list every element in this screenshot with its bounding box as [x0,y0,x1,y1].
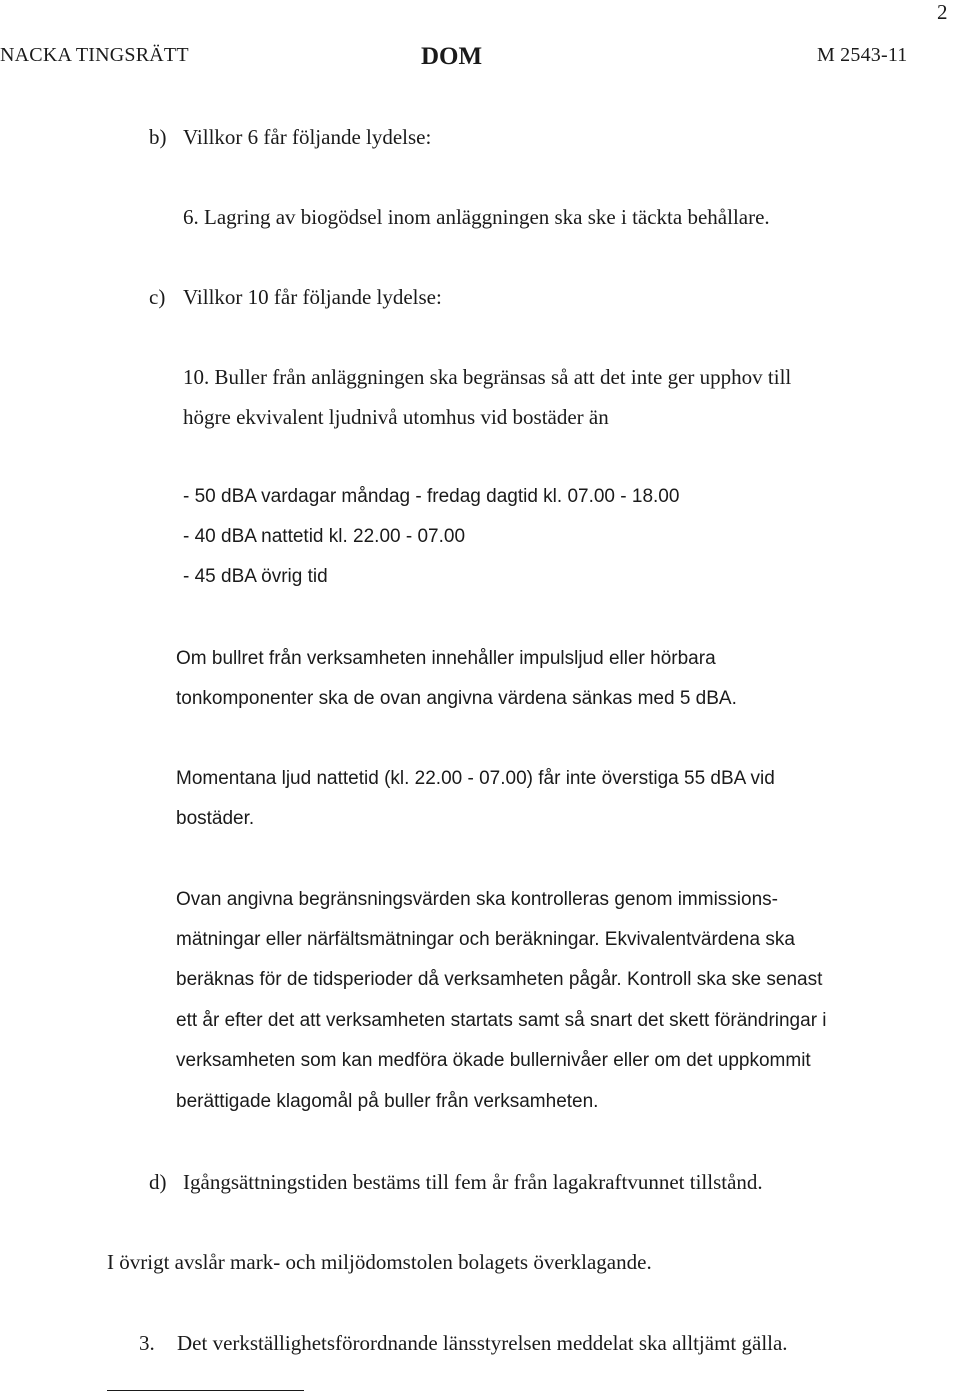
item-d-label: d) [149,1170,167,1194]
noise-limit: - 40 dBA nattetid kl. 22.00 - 07.00 [183,526,466,547]
control-paragraph-line: Ovan angivna begränsningsvärden ska kontrolleras genom immissions- [176,889,778,910]
footnote-separator [107,1390,304,1391]
condition-10-line: högre ekvivalent ljudnivå utomhus vid bostäder än [183,405,609,429]
impulse-paragraph-line: tonkomponenter ska de ovan angivna värdena sänkas med 5 dBA. [176,688,737,709]
noise-limit: - 45 dBA övrig tid [183,566,328,587]
momentary-paragraph-line: bostäder. [176,808,255,829]
control-paragraph-line: mätningar eller närfältsmätningar och beräkningar. Ekvivalentvärdena ska [176,929,795,950]
item-c-label: c) [149,285,166,309]
control-paragraph-line: berättigade klagomål på buller från verksamheten. [176,1091,599,1112]
item-3-text: Det verkställighetsförordnande länsstyrelsen meddelat ska alltjämt gälla. [177,1331,788,1355]
case-number: M 2543-11 [817,44,908,66]
item-d-text: Igångsättningstiden bestäms till fem år från lagakraftvunnet tillstånd. [183,1170,763,1194]
control-paragraph-line: beräknas för de tidsperioder då verksamheten pågår. Kontroll ska ske senast [176,969,823,990]
court-name: NACKA TINGSRÄTT [0,44,189,66]
control-paragraph-line: verksamheten som kan medföra ökade bullernivåer eller om det uppkommit [176,1050,811,1071]
impulse-paragraph-line: Om bullret från verksamheten innehåller impulsljud eller hörbara [176,648,716,669]
page-number: 2 [937,0,948,24]
item-b-label: b) [149,125,167,149]
item-b-text: Villkor 6 får följande lydelse: [183,125,432,149]
control-paragraph-line: ett år efter det att verksamheten startats samt så snart det skett förändringar i [176,1010,827,1031]
document-type: DOM [421,43,483,70]
condition-6: 6. Lagring av biogödsel inom anläggningen ska ske i täckta behållare. [183,205,770,229]
item-c-text: Villkor 10 får följande lydelse: [183,285,442,309]
item-3-label: 3. [139,1331,155,1355]
momentary-paragraph-line: Momentana ljud nattetid (kl. 22.00 - 07.00) får inte överstiga 55 dBA vid [176,768,775,789]
conclusion-text: I övrigt avslår mark- och miljödomstolen bolagets överklagande. [107,1250,652,1274]
noise-limit: - 50 dBA vardagar måndag - fredag dagtid kl. 07.00 - 18.00 [183,486,680,507]
condition-10-line: 10. Buller från anläggningen ska begränsas så att det inte ger upphov till [183,365,792,389]
